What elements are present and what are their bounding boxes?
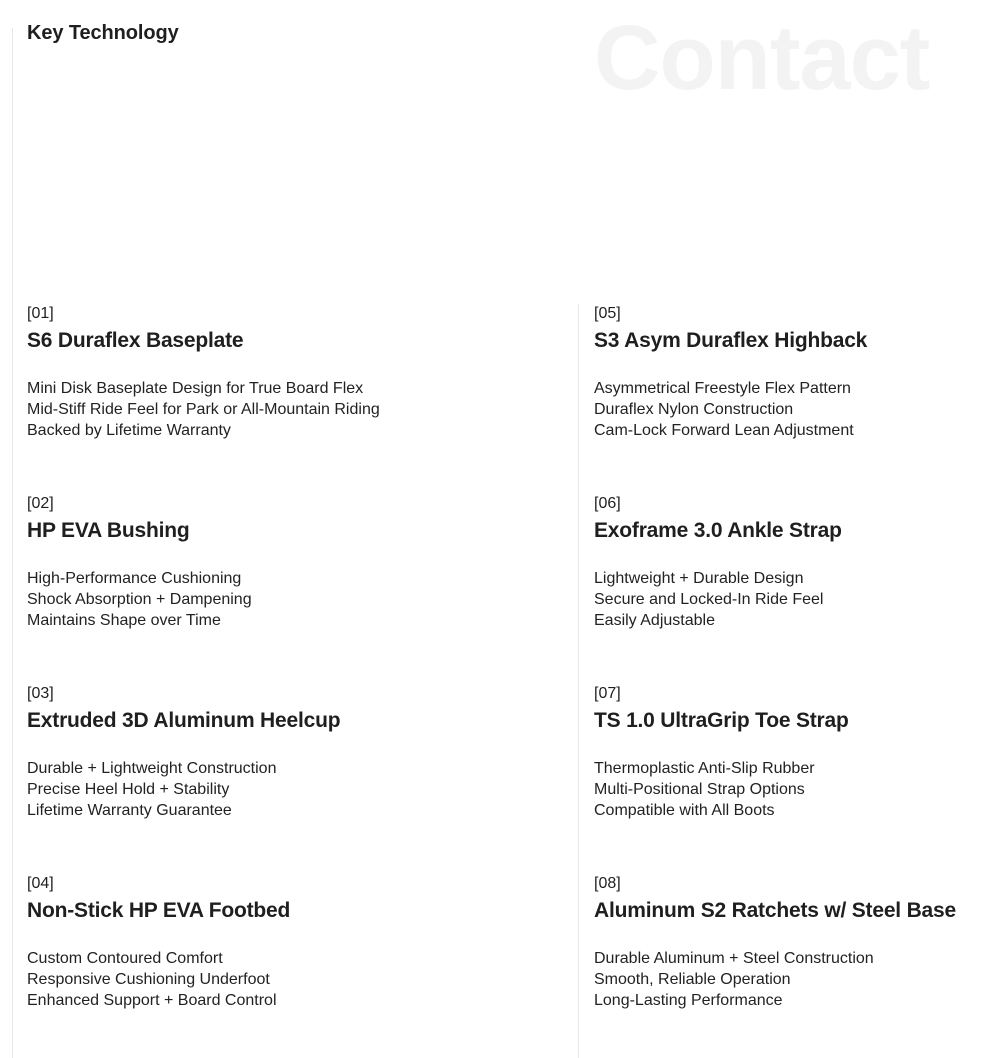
feature-item: [27, 304, 427, 441]
contact-watermark: Contact: [594, 7, 930, 109]
feature-name: S3 Asym Duraflex Highback: [594, 329, 868, 352]
feature-points: [594, 568, 994, 631]
feature-point: Long-Lasting Performance: [594, 992, 783, 1009]
feature-point: Responsive Cushioning Underfoot: [27, 971, 270, 988]
feature-point: Compatible with All Boots: [594, 802, 775, 819]
feature-point: Enhanced Support + Board Control: [27, 992, 277, 1009]
feature-point: Backed by Lifetime Warranty: [27, 422, 231, 439]
feature-point: Maintains Shape over Time: [27, 612, 221, 629]
left-divider: [12, 28, 13, 1058]
feature-point: Durable + Lightweight Construction: [27, 760, 277, 777]
section-title: Key Technology: [27, 22, 179, 44]
feature-points: [594, 758, 994, 821]
feature-point: Cam-Lock Forward Lean Adjustment: [594, 422, 854, 439]
feature-item: [594, 874, 994, 1011]
feature-item: [594, 304, 994, 441]
feature-item: [27, 684, 427, 821]
feature-point: Lifetime Warranty Guarantee: [27, 802, 232, 819]
feature-number: [07]: [594, 685, 621, 702]
feature-points: [27, 378, 427, 441]
feature-name: TS 1.0 UltraGrip Toe Strap: [594, 709, 849, 732]
feature-number: [08]: [594, 875, 621, 892]
feature-point: Thermoplastic Anti-Slip Rubber: [594, 760, 815, 777]
feature-number: [03]: [27, 685, 54, 702]
feature-point: Multi-Positional Strap Options: [594, 781, 805, 798]
feature-number: [01]: [27, 305, 54, 322]
feature-point: Mid-Stiff Ride Feel for Park or All-Mountain Riding: [27, 401, 380, 418]
feature-point: Lightweight + Durable Design: [594, 570, 804, 587]
feature-point: Smooth, Reliable Operation: [594, 971, 791, 988]
feature-item: [594, 684, 994, 821]
feature-item: [594, 494, 994, 631]
feature-points: [594, 378, 994, 441]
feature-name: HP EVA Bushing: [27, 519, 190, 542]
feature-name: Extruded 3D Aluminum Heelcup: [27, 709, 341, 732]
feature-points: [27, 568, 427, 631]
feature-point: Secure and Locked-In Ride Feel: [594, 591, 824, 608]
feature-item: [27, 874, 427, 1011]
feature-point: Easily Adjustable: [594, 612, 715, 629]
feature-points: [27, 948, 427, 1011]
feature-number: [06]: [594, 495, 621, 512]
feature-number: [04]: [27, 875, 54, 892]
feature-item: [27, 494, 427, 631]
feature-number: [05]: [594, 305, 621, 322]
feature-point: Custom Contoured Comfort: [27, 950, 223, 967]
column-divider: [578, 304, 579, 1058]
feature-point: Precise Heel Hold + Stability: [27, 781, 230, 798]
feature-point: Shock Absorption + Dampening: [27, 591, 252, 608]
feature-name: S6 Duraflex Baseplate: [27, 329, 244, 352]
feature-name: Non-Stick HP EVA Footbed: [27, 899, 291, 922]
feature-point: Asymmetrical Freestyle Flex Pattern: [594, 380, 851, 397]
feature-points: [27, 758, 427, 821]
feature-number: [02]: [27, 495, 54, 512]
feature-name: Aluminum S2 Ratchets w/ Steel Base: [594, 899, 956, 922]
feature-point: Mini Disk Baseplate Design for True Board Flex: [27, 380, 364, 397]
feature-point: Duraflex Nylon Construction: [594, 401, 794, 418]
feature-point: High-Performance Cushioning: [27, 570, 242, 587]
feature-point: Durable Aluminum + Steel Construction: [594, 950, 874, 967]
feature-name: Exoframe 3.0 Ankle Strap: [594, 519, 842, 542]
feature-points: [594, 948, 994, 1011]
